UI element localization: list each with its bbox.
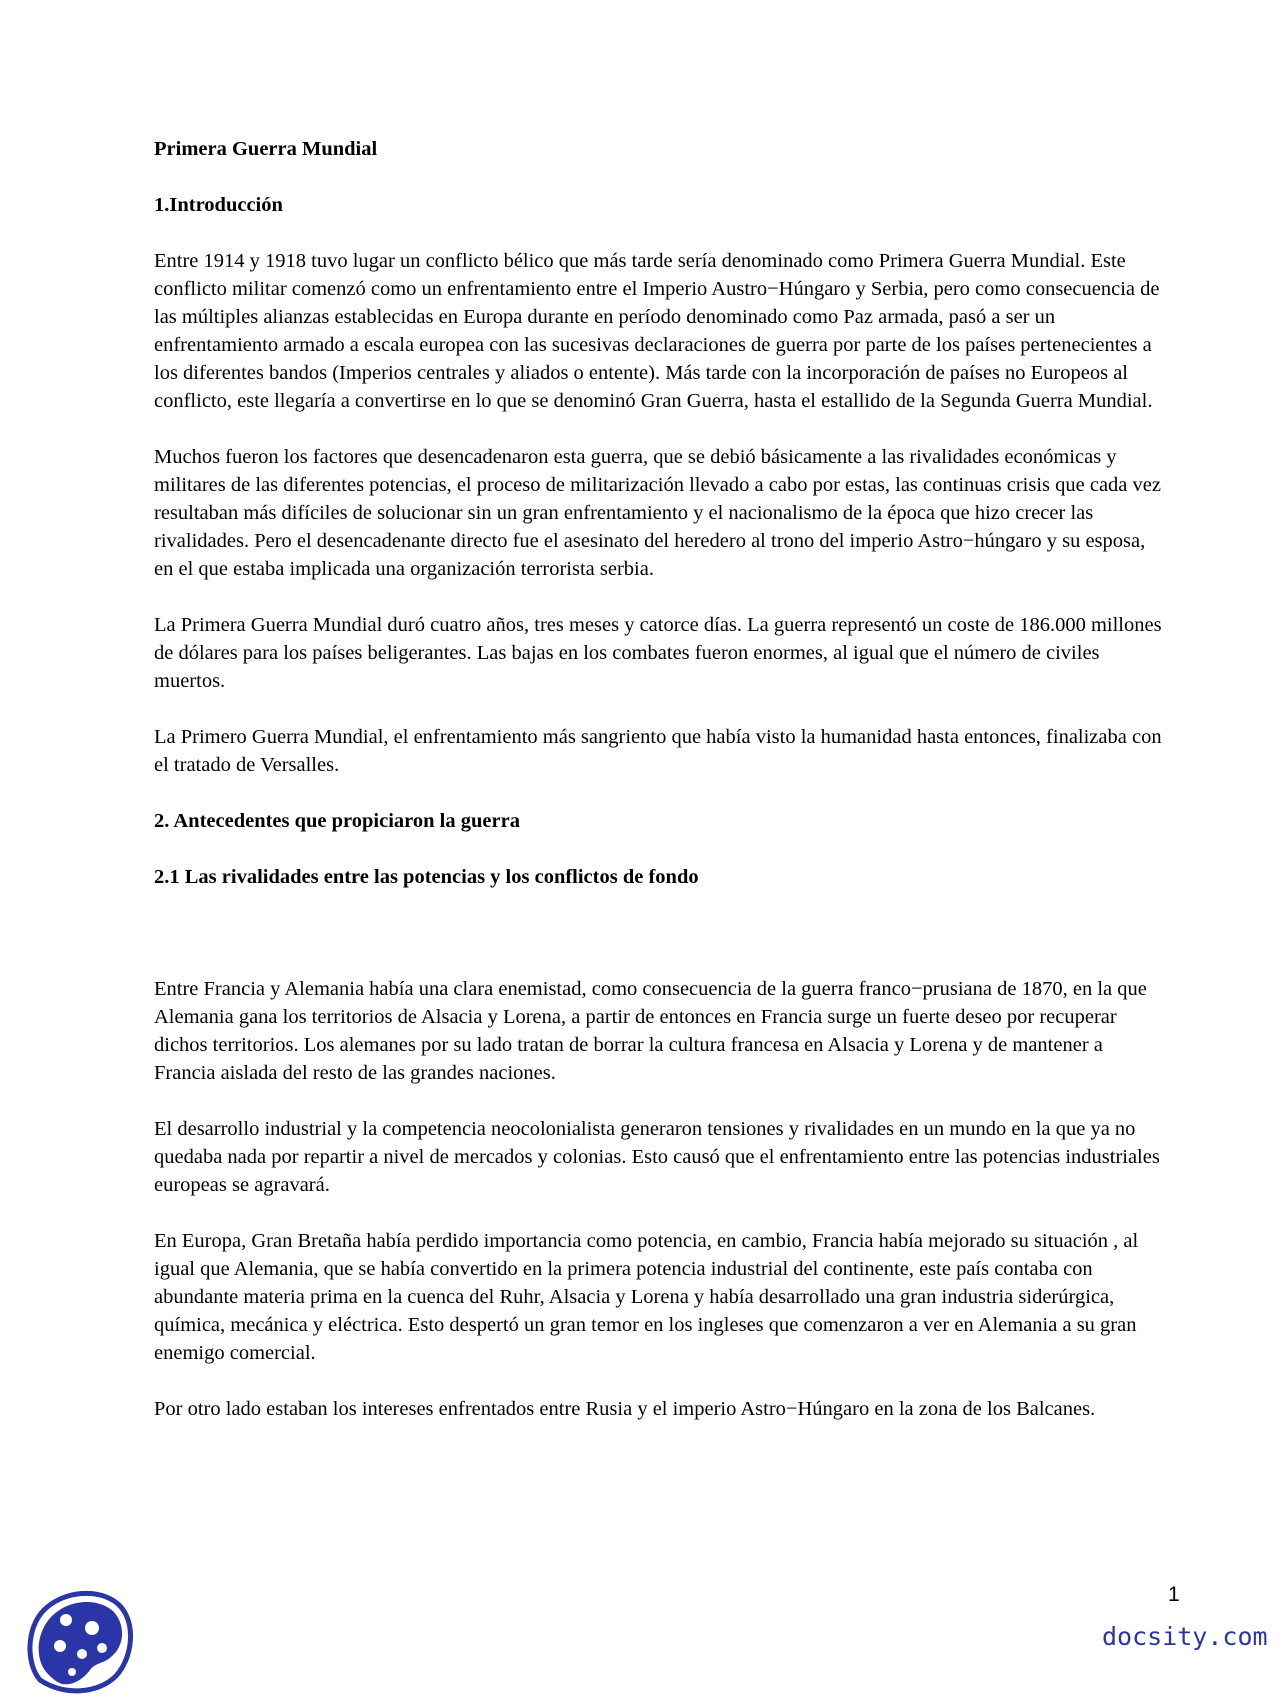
subsection-heading-rivalidades: 2.1 Las rivalidades entre las potencias y los conflictos de fondo [154,866,699,888]
paragraph: El desarrollo industrial y la competencia neocolonialista generaron tensiones y rivalidades en un mundo en la que ya no quedaba nada por repartir a nivel de mercados y colonias. Esto causó que el enfrentamiento entre las potencias industriales europeas se agravará. [154,1118,1160,1196]
document-body [154,135,1164,1423]
page-number: 1 [1168,1583,1180,1606]
paragraph: Por otro lado estaban los intereses enfrentados entre Rusia y el imperio Astro−Húngaro en la zona de los Balcanes. [154,1398,1096,1420]
section-heading-introduccion: 1.Introducción [154,194,283,216]
paragraph: Entre 1914 y 1918 tuvo lugar un conflicto bélico que más tarde sería denominado como Primera Guerra Mundial. Este conflicto militar comenzó como un enfrentamiento entre el Imperio Austro−Húngaro y Serbia, pero como consecuencia de las múltiples alianzas establecidas en Europa durante en período denominado como Paz armada, pasó a ser un enfrentamiento armado a escala europea con las sucesivas declaraciones de guerra por parte de los países pertenecientes a los diferentes bandos (Imperios centrales y aliados o entente). Más tarde con la incorporación de países no Europeos al conflicto, este llegaría a convertirse en lo que se denominó Gran Guerra, hasta el estallido de la Segunda Guerra Mundial. [154,250,1160,412]
document-title: Primera Guerra Mundial [154,138,378,160]
paragraph: La Primera Guerra Mundial duró cuatro años, tres meses y catorce días. La guerra representó un coste de 186.000 millones de dólares para los países beligerantes. Las bajas en los combates fueron enormes, al igual que el número de civiles muertos. [154,614,1162,692]
paragraph: Muchos fueron los factores que desencadenaron esta guerra, que se debió básicamente a las rivalidades económicas y militares de las diferentes potencias, el proceso de militarización llevado a cabo por estas, las continuas crisis que cada vez resultaban más difíciles de solucionar sin un gran enfrentamiento y el nacionalismo de la época que hizo crecer las rivalidades. Pero el desencadenante directo fue el asesinato del heredero al trono del imperio Astro−húngaro y su esposa, en el que estaba implicada una organización terrorista serbia. [154,446,1161,580]
paragraph: La Primero Guerra Mundial, el enfrentamiento más sangriento que había visto la humanidad hasta entonces, finalizaba con el tratado de Versalles. [154,726,1162,776]
section-heading-antecedentes: 2. Antecedentes que propiciaron la guerra [154,810,520,832]
docsity-logo-icon[interactable] [20,1584,138,1696]
paragraph: Entre Francia y Alemania había una clara enemistad, como consecuencia de la guerra franco−prusiana de 1870, en la que Alemania gana los territorios de Alsacia y Lorena, a partir de entonces en Francia surge un fuerte deseo por recuperar dichos territorios. Los alemanes por su lado tratan de borrar la cultura francesa en Alsacia y Lorena y de mantener a Francia aislada del resto de las grandes naciones. [154,978,1147,1084]
docsity-brand-link[interactable]: docsity.com [1102,1622,1268,1651]
paragraph: En Europa, Gran Bretaña había perdido importancia como potencia, en cambio, Francia había mejorado su situación , al igual que Alemania, que se había convertido en la primera potencia industrial del continente, este país contaba con abundante materia prima en la cuenca del Ruhr, Alsacia y Lorena y había desarrollado una gran industria siderúrgica, química, mecánica y eléctrica. Esto despertó un gran temor en los ingleses que comenzaron a ver en Alemania a su gran enemigo comercial. [154,1230,1139,1364]
